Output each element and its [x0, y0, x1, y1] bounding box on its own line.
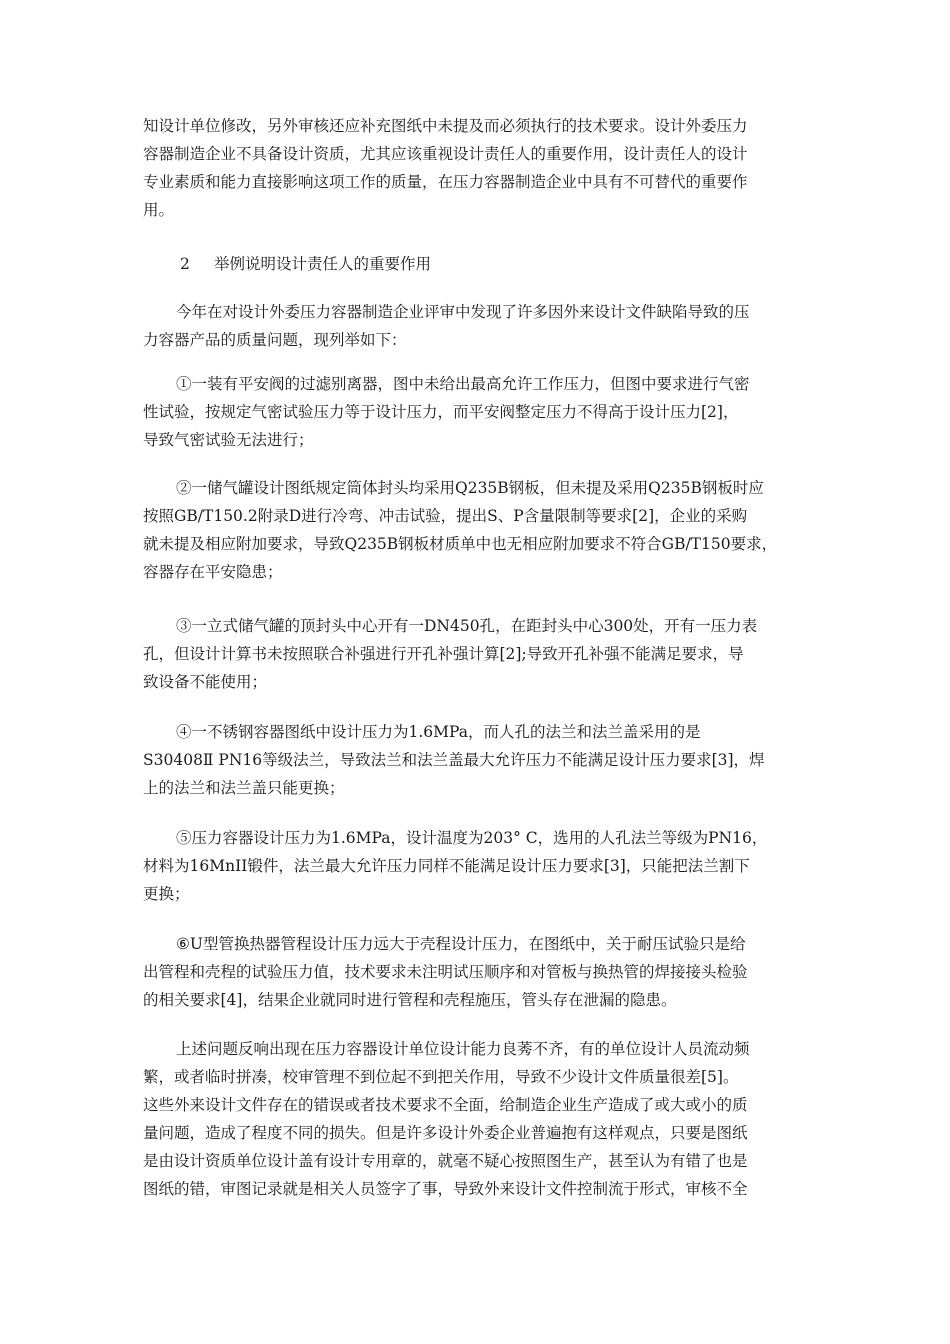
text-line: 容器制造企业不具备设计资质，尤其应该重视设计责任人的重要作用，设计责任人的设计 [143, 145, 748, 163]
text-line: 知设计单位修改，另外审核还应补充图纸中未提及而必须执行的技术要求。设计外委压力 [143, 117, 748, 135]
section-number: 2 [180, 255, 190, 273]
text-line: ⑤压力容器设计压力为1.6MPa，设计温度为203° C，选用的人孔法兰等级为PN16， [176, 829, 768, 847]
paragraph-item-6 [143, 930, 808, 1014]
text-line: 上述问题反响出现在压力容器设计单位设计能力良莠不齐，有的单位设计人员流动频 [176, 1040, 750, 1058]
text-line: ②一储气罐设计图纸规定筒体封头均采用Q235B钢板，但未提及采用Q235B钢板时应 [176, 479, 764, 497]
paragraph-item-4 [143, 718, 808, 802]
paragraph-item-3 [143, 612, 808, 696]
text-line: 孔，但设计计算书未按照联合补强进行开孔补强计算[2];导致开孔补强不能满足要求，导 [143, 645, 744, 663]
text-line: 更换； [143, 885, 190, 903]
paragraph-item-1 [143, 370, 808, 454]
text-line: 专业素质和能力直接影响这项工作的质量，在压力容器制造企业中具有不可替代的重要作 [143, 173, 748, 191]
text-line: 容器存在平安隐患； [143, 563, 283, 581]
text-line: S30408Ⅱ PN16等级法兰，导致法兰和法兰盖最大允许压力不能满足设计压力要求[3]，焊 [143, 751, 765, 769]
text-line: 繁，或者临时拼凑，校审管理不到位起不到把关作用，导致不少设计文件质量很差[5]。 [143, 1068, 739, 1086]
text-line: 上的法兰和法兰盖只能更换； [143, 779, 345, 797]
text-line: 图纸的错，审图记录就是相关人员签字了事，导致外来设计文件控制流于形式，审核不全 [143, 1180, 748, 1198]
paragraph-intro [143, 298, 808, 354]
text-line: 性试验，按规定气密试验压力等于设计压力，而平安阀整定压力不得高于设计压力[2]， [143, 403, 739, 421]
text-line: 力容器产品的质量问题，现列举如下： [143, 331, 407, 349]
text-line: ④一不锈钢容器图纸中设计压力为1.6MPa，而人孔的法兰和法兰盖采用的是 [176, 723, 701, 741]
text-line: 今年在对设计外委压力容器制造企业评审中发现了许多因外来设计文件缺陷导致的压 [176, 303, 750, 321]
text-line: 的相关要求[4]，结果企业就同时进行管程和壳程施压，管头存在泄漏的隐患。 [143, 991, 677, 1009]
text-line: 就未提及相应附加要求，导致Q235B钢板材质单中也无相应附加要求不符合GB/T150要求， [143, 535, 778, 553]
section-heading [180, 250, 431, 278]
text-line: 出管程和壳程的试验压力值，技术要求未注明试压顺序和对管板与换热管的焊接接头检验 [143, 963, 748, 981]
text-line: ③一立式储气罐的顶封头中心开有一DN450孔，在距封头中心300处，开有一压力表 [176, 617, 758, 635]
text-line: 材料为16MnII锻件，法兰最大允许压力同样不能满足设计压力要求[3]，只能把法兰割下 [143, 857, 750, 875]
paragraph-continuation [143, 112, 808, 224]
text-line: 是由设计资质单位设计盖有设计专用章的，就毫不疑心按照图生产，甚至认为有错了也是 [143, 1152, 748, 1170]
paragraph-discussion [143, 1035, 808, 1203]
text-line: 导致气密试验无法进行； [143, 431, 314, 449]
text-line: 用。 [143, 201, 175, 219]
text-line: 按照GB/T150.2附录D进行冷弯、冲击试验，提出S、P含量限制等要求[2]，企业的采购 [143, 507, 748, 525]
text-line: 量问题，造成了程度不同的损失。但是许多设计外委企业普遍抱有这样观点，只要是图纸 [143, 1124, 748, 1142]
text-line: ⑥U型管换热器管程设计压力远大于壳程设计压力，在图纸中，关于耐压试验只是给 [176, 935, 746, 953]
text-line: 这些外来设计文件存在的错误或者技术要求不全面，给制造企业生产造成了或大或小的质 [143, 1096, 748, 1114]
text-line: 致设备不能使用； [143, 673, 268, 691]
section-title: 举例说明设计责任人的重要作用 [214, 255, 432, 273]
text-line: ①一装有平安阀的过滤别离器，图中未给出最高允许工作压力，但图中要求进行气密 [176, 375, 750, 393]
paragraph-item-2 [143, 474, 808, 586]
paragraph-item-5 [143, 824, 808, 908]
